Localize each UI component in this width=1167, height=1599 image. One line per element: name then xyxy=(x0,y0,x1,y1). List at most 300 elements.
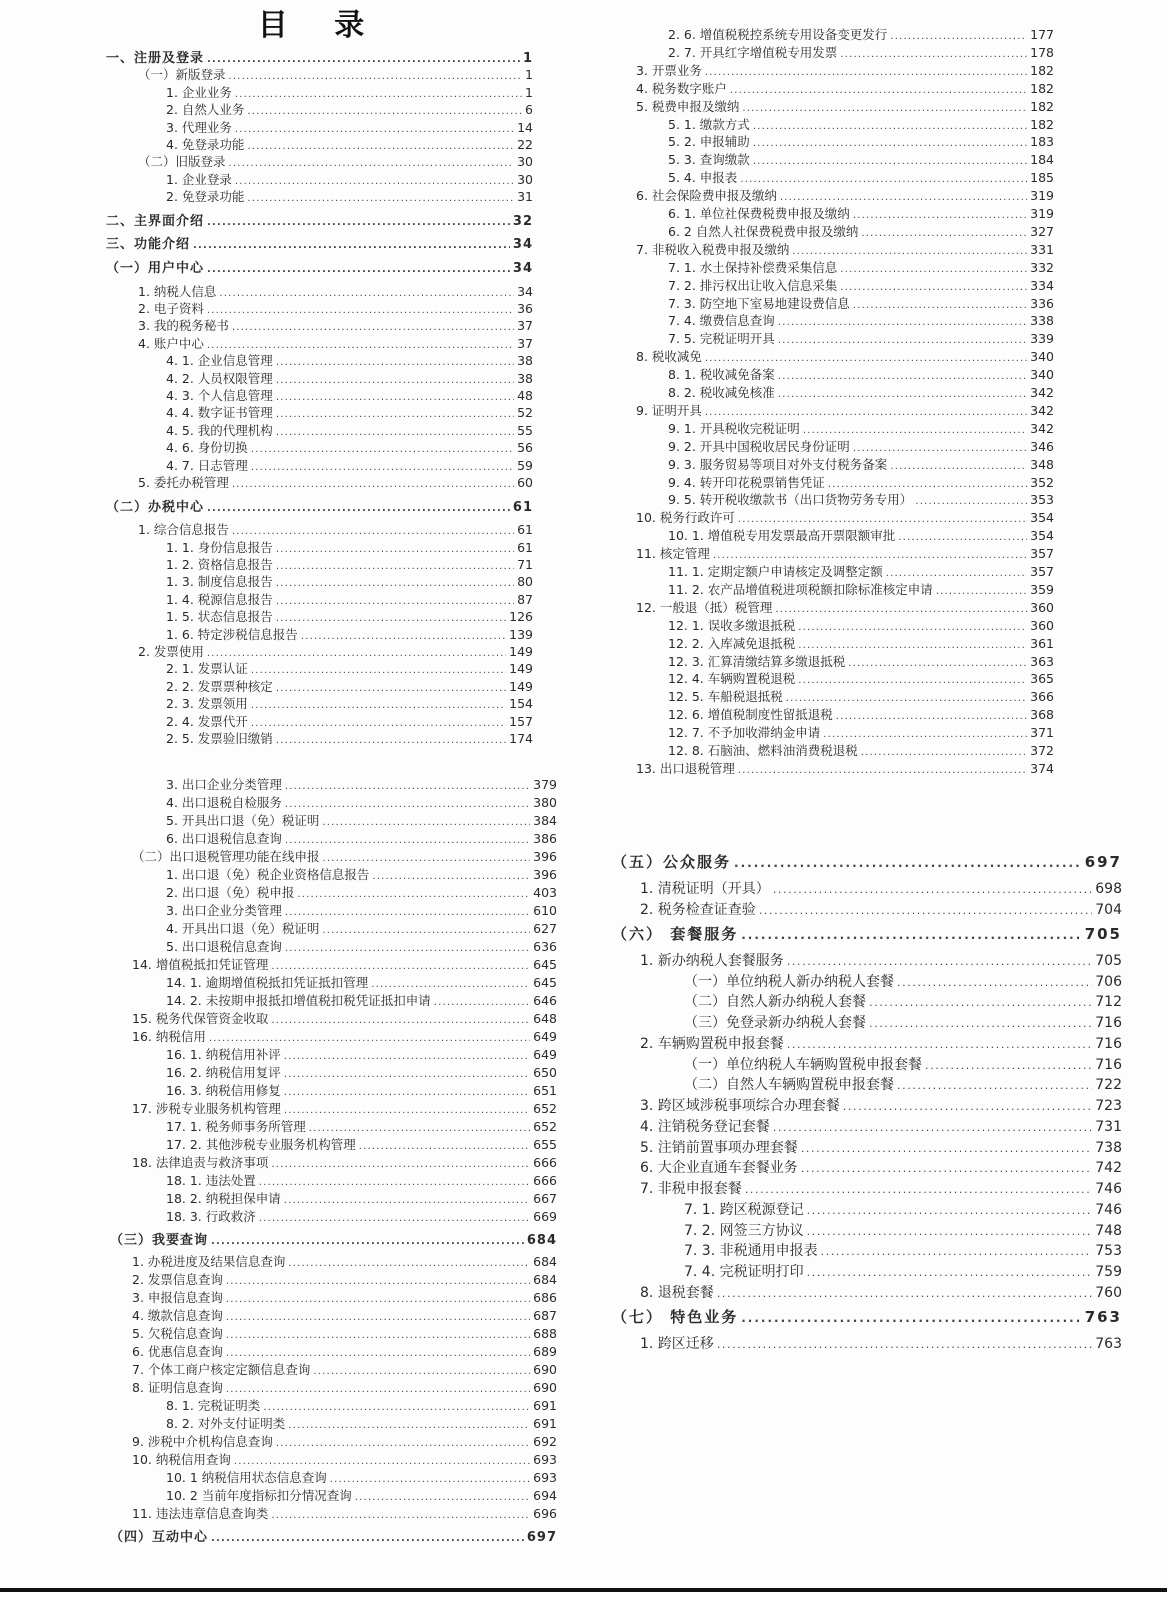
toc-leader-dots xyxy=(925,1060,1092,1071)
toc-entry-label: 1. 企业业务 xyxy=(166,84,232,100)
toc-entry[interactable] xyxy=(668,673,1054,686)
toc-entry[interactable] xyxy=(668,530,1054,543)
toc-entry[interactable] xyxy=(684,1078,1122,1092)
toc-entry[interactable] xyxy=(138,335,533,351)
toc-entry[interactable] xyxy=(106,238,533,251)
toc-page-number: 716 xyxy=(1095,1015,1122,1031)
toc-entry[interactable] xyxy=(110,1531,557,1544)
toc-entry[interactable] xyxy=(166,1490,557,1503)
toc-page-number: 645 xyxy=(533,957,557,972)
toc-entry-label: （二）自然人车辆购置税申报套餐 xyxy=(684,1077,894,1094)
toc-entry[interactable] xyxy=(612,1307,1122,1326)
toc-entry-label: 1. 5. 状态信息报告 xyxy=(166,609,273,625)
toc-leader-dots xyxy=(285,908,530,918)
toc-leader-dots xyxy=(717,1288,1092,1299)
toc-leader-dots xyxy=(259,1214,530,1224)
toc-page-number: 1 xyxy=(525,84,533,100)
toc-leader-dots xyxy=(780,193,1027,203)
toc-entry[interactable] xyxy=(132,1436,557,1449)
toc-page-number: 705 xyxy=(1084,924,1122,943)
toc-page-number: 379 xyxy=(533,777,557,792)
toc-leader-dots xyxy=(807,1226,1093,1237)
toc-page-number: 696 xyxy=(533,1506,557,1521)
toc-entry-label: （一）新版登录 xyxy=(138,67,226,83)
toc-leader-dots xyxy=(773,1122,1092,1133)
toc-entry[interactable] xyxy=(668,172,1054,185)
toc-entry[interactable] xyxy=(166,995,557,1008)
toc-entry[interactable] xyxy=(166,869,557,882)
toc-entry-label: 12. 5. 车船税退抵税 xyxy=(668,689,783,705)
toc-page-number: 365 xyxy=(1030,671,1054,687)
toc-leader-dots xyxy=(823,730,1027,740)
toc-leader-dots xyxy=(207,265,510,275)
toc-entry[interactable] xyxy=(640,903,1122,917)
toc-page-number: 692 xyxy=(533,1434,557,1449)
toc-entry[interactable] xyxy=(668,116,1054,132)
toc-page-number: 357 xyxy=(1030,564,1054,579)
toc-entry-label: 5. 4. 申报表 xyxy=(668,170,738,186)
toc-entry[interactable] xyxy=(636,190,1054,203)
toc-entry[interactable] xyxy=(132,1013,557,1026)
toc-entry-label: 6. 出口退税信息查询 xyxy=(166,831,282,846)
toc-entry[interactable] xyxy=(668,420,1054,436)
toc-leader-dots xyxy=(890,462,1027,472)
toc-entry[interactable] xyxy=(636,80,1054,96)
toc-leader-dots xyxy=(840,265,1027,275)
toc-leader-dots xyxy=(226,1331,530,1341)
toc-entry[interactable] xyxy=(166,104,533,117)
toc-entry[interactable] xyxy=(640,954,1122,968)
toc-entry[interactable] xyxy=(668,259,1054,275)
toc-entry[interactable] xyxy=(166,1139,557,1152)
toc-entry-label: 6. 大企业直通车套餐业务 xyxy=(640,1160,798,1177)
toc-entry[interactable] xyxy=(684,1224,1122,1238)
toc-entry-label: 2. 1. 发票认证 xyxy=(166,661,248,677)
toc-entry[interactable] xyxy=(132,1508,557,1521)
toc-entry[interactable] xyxy=(166,678,533,694)
toc-entry[interactable] xyxy=(668,295,1054,311)
toc-entry[interactable] xyxy=(166,1121,557,1134)
toc-page-number: 340 xyxy=(1030,367,1054,383)
toc-entry[interactable] xyxy=(166,442,533,455)
toc-page-number: 182 xyxy=(1030,80,1054,96)
toc-entry[interactable] xyxy=(132,1292,557,1305)
toc-page-number: 183 xyxy=(1030,134,1054,150)
toc-entry-label: 12. 3. 汇算清缴结算多缴退抵税 xyxy=(668,653,846,669)
toc-entry-label: 14. 1. 逾期增值税抵扣凭证抵扣管理 xyxy=(166,975,369,990)
toc-leader-dots xyxy=(297,890,530,900)
toc-entry[interactable] xyxy=(138,524,533,537)
toc-page-number: 32 xyxy=(512,213,533,229)
toc-entry[interactable] xyxy=(166,1472,557,1485)
toc-entry[interactable] xyxy=(640,1141,1122,1155)
toc-page-number: 712 xyxy=(1095,994,1122,1011)
toc-entry[interactable] xyxy=(166,611,533,624)
toc-entry[interactable] xyxy=(640,1182,1122,1196)
toc-entry[interactable] xyxy=(166,905,557,918)
toc-entry[interactable] xyxy=(110,1234,557,1247)
toc-entry[interactable] xyxy=(636,241,1054,257)
toc-entry[interactable] xyxy=(166,559,533,572)
toc-page-number: 319 xyxy=(1030,188,1054,204)
toc-page-number: 31 xyxy=(517,189,533,205)
toc-entry[interactable] xyxy=(166,1400,557,1413)
toc-page-number: 738 xyxy=(1095,1139,1122,1156)
toc-entry[interactable] xyxy=(640,882,1122,896)
toc-entry[interactable] xyxy=(166,591,533,607)
toc-leader-dots xyxy=(251,719,506,729)
toc-entry[interactable] xyxy=(636,760,1054,776)
toc-entry[interactable] xyxy=(166,576,533,589)
toc-entry[interactable] xyxy=(640,1120,1122,1134)
toc-leader-dots xyxy=(263,1403,530,1413)
toc-entry[interactable] xyxy=(106,501,533,514)
toc-entry[interactable] xyxy=(668,494,1054,507)
toc-leader-dots xyxy=(234,1457,530,1467)
toc-entry[interactable] xyxy=(132,959,557,972)
toc-entry[interactable] xyxy=(668,691,1054,704)
toc-leader-dots xyxy=(207,649,506,659)
toc-entry[interactable] xyxy=(132,1328,557,1341)
toc-entry[interactable] xyxy=(684,995,1122,1009)
toc-entry[interactable] xyxy=(612,855,1122,870)
toc-entry[interactable] xyxy=(166,1175,557,1188)
toc-leader-dots xyxy=(853,301,1027,311)
toc-page-number: 688 xyxy=(533,1326,557,1341)
toc-leader-dots xyxy=(276,358,514,368)
toc-leader-dots xyxy=(738,515,1027,525)
toc-entry[interactable] xyxy=(668,208,1054,221)
toc-page-number: 52 xyxy=(517,405,533,421)
toc-entry[interactable] xyxy=(166,833,557,846)
toc-page-number: 731 xyxy=(1095,1118,1122,1135)
toc-leader-dots xyxy=(226,1349,530,1359)
toc-page-number: 627 xyxy=(533,921,557,936)
toc-page-number: 686 xyxy=(533,1290,557,1305)
toc-page-number: 184 xyxy=(1030,152,1054,168)
toc-entry-label: 16. 纳税信用 xyxy=(132,1029,206,1044)
toc-entry[interactable] xyxy=(166,1067,557,1080)
toc-entry-label: （一）用户中心 xyxy=(106,261,205,276)
toc-entry[interactable] xyxy=(166,407,533,420)
toc-entry[interactable] xyxy=(668,387,1054,400)
toc-page-number: 690 xyxy=(533,1362,557,1377)
toc-entry-label: 7. 2. 排污权出让收入信息采集 xyxy=(668,277,838,293)
toc-entry[interactable] xyxy=(166,663,533,676)
toc-entry[interactable] xyxy=(166,422,533,438)
toc-entry[interactable] xyxy=(138,303,533,316)
toc-entry-label: 4. 税务数字账户 xyxy=(636,80,727,96)
toc-page-number: 650 xyxy=(533,1065,557,1080)
toc-leader-dots xyxy=(836,712,1027,722)
toc-page-number: 59 xyxy=(517,457,533,473)
toc-entry[interactable] xyxy=(166,923,557,936)
toc-entry[interactable] xyxy=(668,333,1054,346)
toc-entry[interactable] xyxy=(166,815,557,828)
toc-entry[interactable] xyxy=(166,713,533,729)
toc-entry-label: 7. 非税申报套餐 xyxy=(640,1181,742,1197)
toc-entry-label: 1. 综合信息报告 xyxy=(138,522,229,538)
toc-leader-dots xyxy=(284,1070,530,1080)
toc-entry[interactable] xyxy=(138,477,533,490)
toc-entry[interactable] xyxy=(684,1203,1122,1217)
toc-entry[interactable] xyxy=(166,191,533,204)
toc-page-number: 610 xyxy=(533,903,557,918)
toc-entry-label: 6. 社会保险费申报及缴纳 xyxy=(636,188,777,204)
toc-entry[interactable] xyxy=(132,1382,557,1395)
toc-entry-label: 17. 涉税专业服务机构管理 xyxy=(132,1101,281,1116)
toc-entry[interactable] xyxy=(668,745,1054,758)
toc-entry[interactable] xyxy=(166,887,557,900)
toc-leader-dots xyxy=(897,1080,1092,1091)
toc-page-number: 182 xyxy=(1030,116,1054,132)
toc-entry-label: 10. 1 纳税信用状态信息查询 xyxy=(166,1470,327,1485)
toc-leader-dots xyxy=(738,766,1027,776)
toc-entry[interactable] xyxy=(106,262,533,275)
toc-page-number: 646 xyxy=(533,993,557,1008)
toc-entry[interactable] xyxy=(166,457,533,473)
toc-entry-label: 5. 出口退税信息查询 xyxy=(166,939,282,954)
toc-leader-dots xyxy=(705,354,1027,364)
toc-entry[interactable] xyxy=(132,1274,557,1287)
toc-entry[interactable] xyxy=(636,402,1054,418)
toc-entry[interactable] xyxy=(166,119,533,135)
toc-entry-label: 16. 1. 纳税信用补评 xyxy=(166,1047,281,1062)
toc-page-number: 366 xyxy=(1030,689,1054,705)
toc-entry-label: 8. 2. 对外支付证明类 xyxy=(166,1416,286,1431)
toc-entry[interactable] xyxy=(684,1265,1122,1279)
toc-page-number: 697 xyxy=(1084,853,1122,871)
toc-page-number: 6 xyxy=(525,102,533,118)
toc-entry[interactable] xyxy=(166,1193,557,1206)
toc-entry[interactable] xyxy=(166,1085,557,1098)
toc-entry[interactable] xyxy=(668,581,1054,597)
toc-entry[interactable] xyxy=(132,1157,557,1170)
toc-entry-label: 1. 出口退（免）税企业资格信息报告 xyxy=(166,867,370,882)
toc-page-number: 403 xyxy=(533,885,557,900)
toc-leader-dots xyxy=(897,977,1092,988)
toc-leader-dots xyxy=(284,1088,530,1098)
toc-page-number: 636 xyxy=(533,939,557,954)
toc-entry[interactable] xyxy=(166,941,557,954)
toc-entry-label: 11. 核定管理 xyxy=(636,546,710,562)
toc-entry-label: 4. 4. 数字证书管理 xyxy=(166,405,273,421)
toc-entry[interactable] xyxy=(166,698,533,711)
toc-entry[interactable] xyxy=(138,283,533,299)
toc-leader-dots xyxy=(276,562,514,572)
toc-leader-dots xyxy=(323,854,531,864)
toc-entry[interactable] xyxy=(668,709,1054,722)
toc-entry[interactable] xyxy=(166,733,533,746)
toc-entry[interactable] xyxy=(636,351,1054,364)
toc-entry[interactable] xyxy=(668,44,1054,60)
toc-entry[interactable] xyxy=(640,1161,1122,1175)
toc-entry-label: 12. 4. 车辆购置税退税 xyxy=(668,671,796,687)
toc-entry[interactable] xyxy=(668,617,1054,633)
toc-entry[interactable] xyxy=(668,277,1054,293)
toc-leader-dots xyxy=(276,393,514,403)
toc-entry[interactable] xyxy=(668,223,1054,239)
toc-page-number: 37 xyxy=(517,335,533,351)
toc-page-number: 334 xyxy=(1030,277,1054,293)
toc-leader-dots xyxy=(730,86,1027,96)
toc-entry-label: 2. 4. 发票代开 xyxy=(166,713,248,729)
toc-entry[interactable] xyxy=(640,1337,1122,1351)
toc-entry[interactable] xyxy=(636,599,1054,615)
toc-page-number: 340 xyxy=(1030,349,1054,365)
toc-page-number: 396 xyxy=(533,867,557,882)
toc-leader-dots xyxy=(840,50,1027,60)
toc-page-number: 763 xyxy=(1095,1335,1122,1352)
toc-page-number: 38 xyxy=(517,370,533,386)
toc-entry-label: 12. 8. 石脑油、燃料油消费税退税 xyxy=(668,743,858,758)
toc-leader-dots xyxy=(840,283,1027,293)
toc-entry[interactable] xyxy=(166,1049,557,1062)
toc-entry[interactable] xyxy=(684,1058,1122,1072)
toc-page-number: 380 xyxy=(533,795,557,810)
toc-entry-label: 4. 7. 日志管理 xyxy=(166,457,248,473)
toc-entry[interactable] xyxy=(106,215,533,228)
toc-entry-label: 10. 税务行政许可 xyxy=(636,510,735,526)
toc-entry[interactable] xyxy=(132,1364,557,1377)
toc-page-number: 336 xyxy=(1030,295,1054,311)
toc-entry-label: 2. 2. 发票票种核定 xyxy=(166,678,273,694)
toc-entry-label: 6. 1. 单位社保费税费申报及缴纳 xyxy=(668,206,850,221)
toc-entry[interactable] xyxy=(166,1418,557,1431)
toc-entry[interactable] xyxy=(138,69,533,82)
toc-entry[interactable] xyxy=(668,566,1054,579)
toc-entry[interactable] xyxy=(166,171,533,187)
toc-entry-label: 4. 6. 身份切换 xyxy=(166,440,248,456)
bottom-rule xyxy=(0,1588,1167,1592)
toc-entry[interactable] xyxy=(132,1031,557,1044)
toc-leader-dots xyxy=(717,1339,1092,1350)
toc-entry[interactable] xyxy=(684,1016,1122,1030)
toc-entry[interactable] xyxy=(138,156,533,169)
toc-entry[interactable] xyxy=(132,1454,557,1467)
toc-entry[interactable] xyxy=(166,355,533,368)
toc-entry[interactable] xyxy=(636,548,1054,561)
toc-entry[interactable] xyxy=(106,52,533,65)
toc-leader-dots xyxy=(434,998,530,1008)
toc-entry[interactable] xyxy=(668,474,1054,490)
toc-entry[interactable] xyxy=(166,139,533,152)
toc-entry[interactable] xyxy=(668,154,1054,167)
toc-leader-dots xyxy=(786,694,1027,704)
toc-entry-label: 18. 3. 行政救济 xyxy=(166,1209,256,1224)
toc-entry-label: 7. 5. 完税证明开具 xyxy=(668,331,775,347)
toc-entry-label: 4. 3. 个人信息管理 xyxy=(166,388,273,403)
toc-leader-dots xyxy=(232,527,514,537)
toc-leader-dots xyxy=(229,159,515,169)
toc-leader-dots xyxy=(359,1142,530,1152)
toc-entry[interactable] xyxy=(166,84,533,100)
toc-entry[interactable] xyxy=(138,320,533,333)
toc-entry[interactable] xyxy=(636,512,1054,525)
toc-entry[interactable] xyxy=(132,1256,557,1269)
toc-entry-label: 7. 1. 跨区税源登记 xyxy=(684,1201,804,1218)
toc-entry-label: 7. 4. 完税证明打印 xyxy=(684,1264,804,1280)
toc-page-number: 748 xyxy=(1095,1222,1122,1239)
toc-entry-label: 4. 出口退税自检服务 xyxy=(166,795,282,810)
toc-entry[interactable] xyxy=(166,539,533,555)
toc-entry[interactable] xyxy=(668,136,1054,149)
toc-entry[interactable] xyxy=(668,635,1054,651)
toc-leader-dots xyxy=(861,748,1027,758)
toc-entry-label: 1. 6. 特定涉税信息报告 xyxy=(166,626,298,642)
toc-leader-dots xyxy=(821,1246,1093,1257)
toc-entry[interactable] xyxy=(166,779,557,792)
toc-entry[interactable] xyxy=(166,626,533,642)
toc-leader-dots xyxy=(309,1124,530,1134)
toc-entry[interactable] xyxy=(636,98,1054,114)
toc-entry-label: 8. 1. 税收减免备案 xyxy=(668,367,775,383)
toc-page-number: 691 xyxy=(533,1398,557,1413)
toc-entry[interactable] xyxy=(132,1103,557,1116)
toc-entry-label: （一）单位纳税人新办纳税人套餐 xyxy=(684,973,894,990)
toc-page-number: 149 xyxy=(509,678,533,694)
toc-entry[interactable] xyxy=(684,975,1122,989)
toc-leader-dots xyxy=(251,445,514,455)
toc-entry[interactable] xyxy=(166,977,557,990)
toc-entry[interactable] xyxy=(668,727,1054,740)
toc-entry-label: 2. 税务检查证查验 xyxy=(640,901,756,918)
toc-page-number: 690 xyxy=(533,1380,557,1395)
toc-entry[interactable] xyxy=(612,924,1122,943)
toc-page-number: 753 xyxy=(1095,1243,1122,1260)
toc-entry[interactable] xyxy=(668,369,1054,382)
toc-entry[interactable] xyxy=(668,653,1054,669)
toc-leader-dots xyxy=(276,597,514,607)
toc-entry[interactable] xyxy=(132,1346,557,1359)
toc-entry[interactable] xyxy=(166,370,533,386)
toc-entry[interactable] xyxy=(668,29,1054,42)
toc-entry-label: 9. 涉税中介机构信息查询 xyxy=(132,1434,273,1449)
toc-leader-dots xyxy=(372,872,530,882)
toc-entry-label: 1. 2. 资格信息报告 xyxy=(166,557,273,572)
toc-leader-dots xyxy=(271,1160,530,1170)
toc-entry[interactable] xyxy=(640,1037,1122,1051)
toc-entry[interactable] xyxy=(684,1244,1122,1258)
toc-entry-label: 一、注册及登录 xyxy=(106,51,205,66)
toc-entry[interactable] xyxy=(640,1286,1122,1300)
toc-entry[interactable] xyxy=(636,62,1054,78)
toc-entry-label: 12. 7. 不予加收滞纳金申请 xyxy=(668,725,821,741)
toc-entry[interactable] xyxy=(166,797,557,810)
toc-entry[interactable] xyxy=(132,851,557,864)
toc-page-number: 649 xyxy=(533,1029,557,1044)
toc-entry-label: （四）互动中心 xyxy=(110,1529,209,1545)
toc-page-number: 763 xyxy=(1084,1307,1122,1326)
toc-entry[interactable] xyxy=(668,456,1054,472)
toc-entry[interactable] xyxy=(132,1310,557,1323)
toc-leader-dots xyxy=(284,1196,530,1206)
toc-page-number: 693 xyxy=(533,1452,557,1467)
toc-entry[interactable] xyxy=(640,1099,1122,1113)
toc-leader-dots xyxy=(288,1421,530,1431)
toc-entry[interactable] xyxy=(668,315,1054,328)
toc-entry[interactable] xyxy=(668,438,1054,454)
toc-leader-dots xyxy=(235,90,522,100)
toc-page-number: 386 xyxy=(533,831,557,846)
toc-page-number: 746 xyxy=(1095,1181,1122,1197)
toc-entry[interactable] xyxy=(138,646,533,659)
toc-entry[interactable] xyxy=(166,390,533,403)
toc-entry[interactable] xyxy=(166,1211,557,1224)
toc-leader-dots xyxy=(869,997,1092,1008)
toc-leader-dots xyxy=(226,1385,530,1395)
toc-leader-dots xyxy=(207,218,510,228)
